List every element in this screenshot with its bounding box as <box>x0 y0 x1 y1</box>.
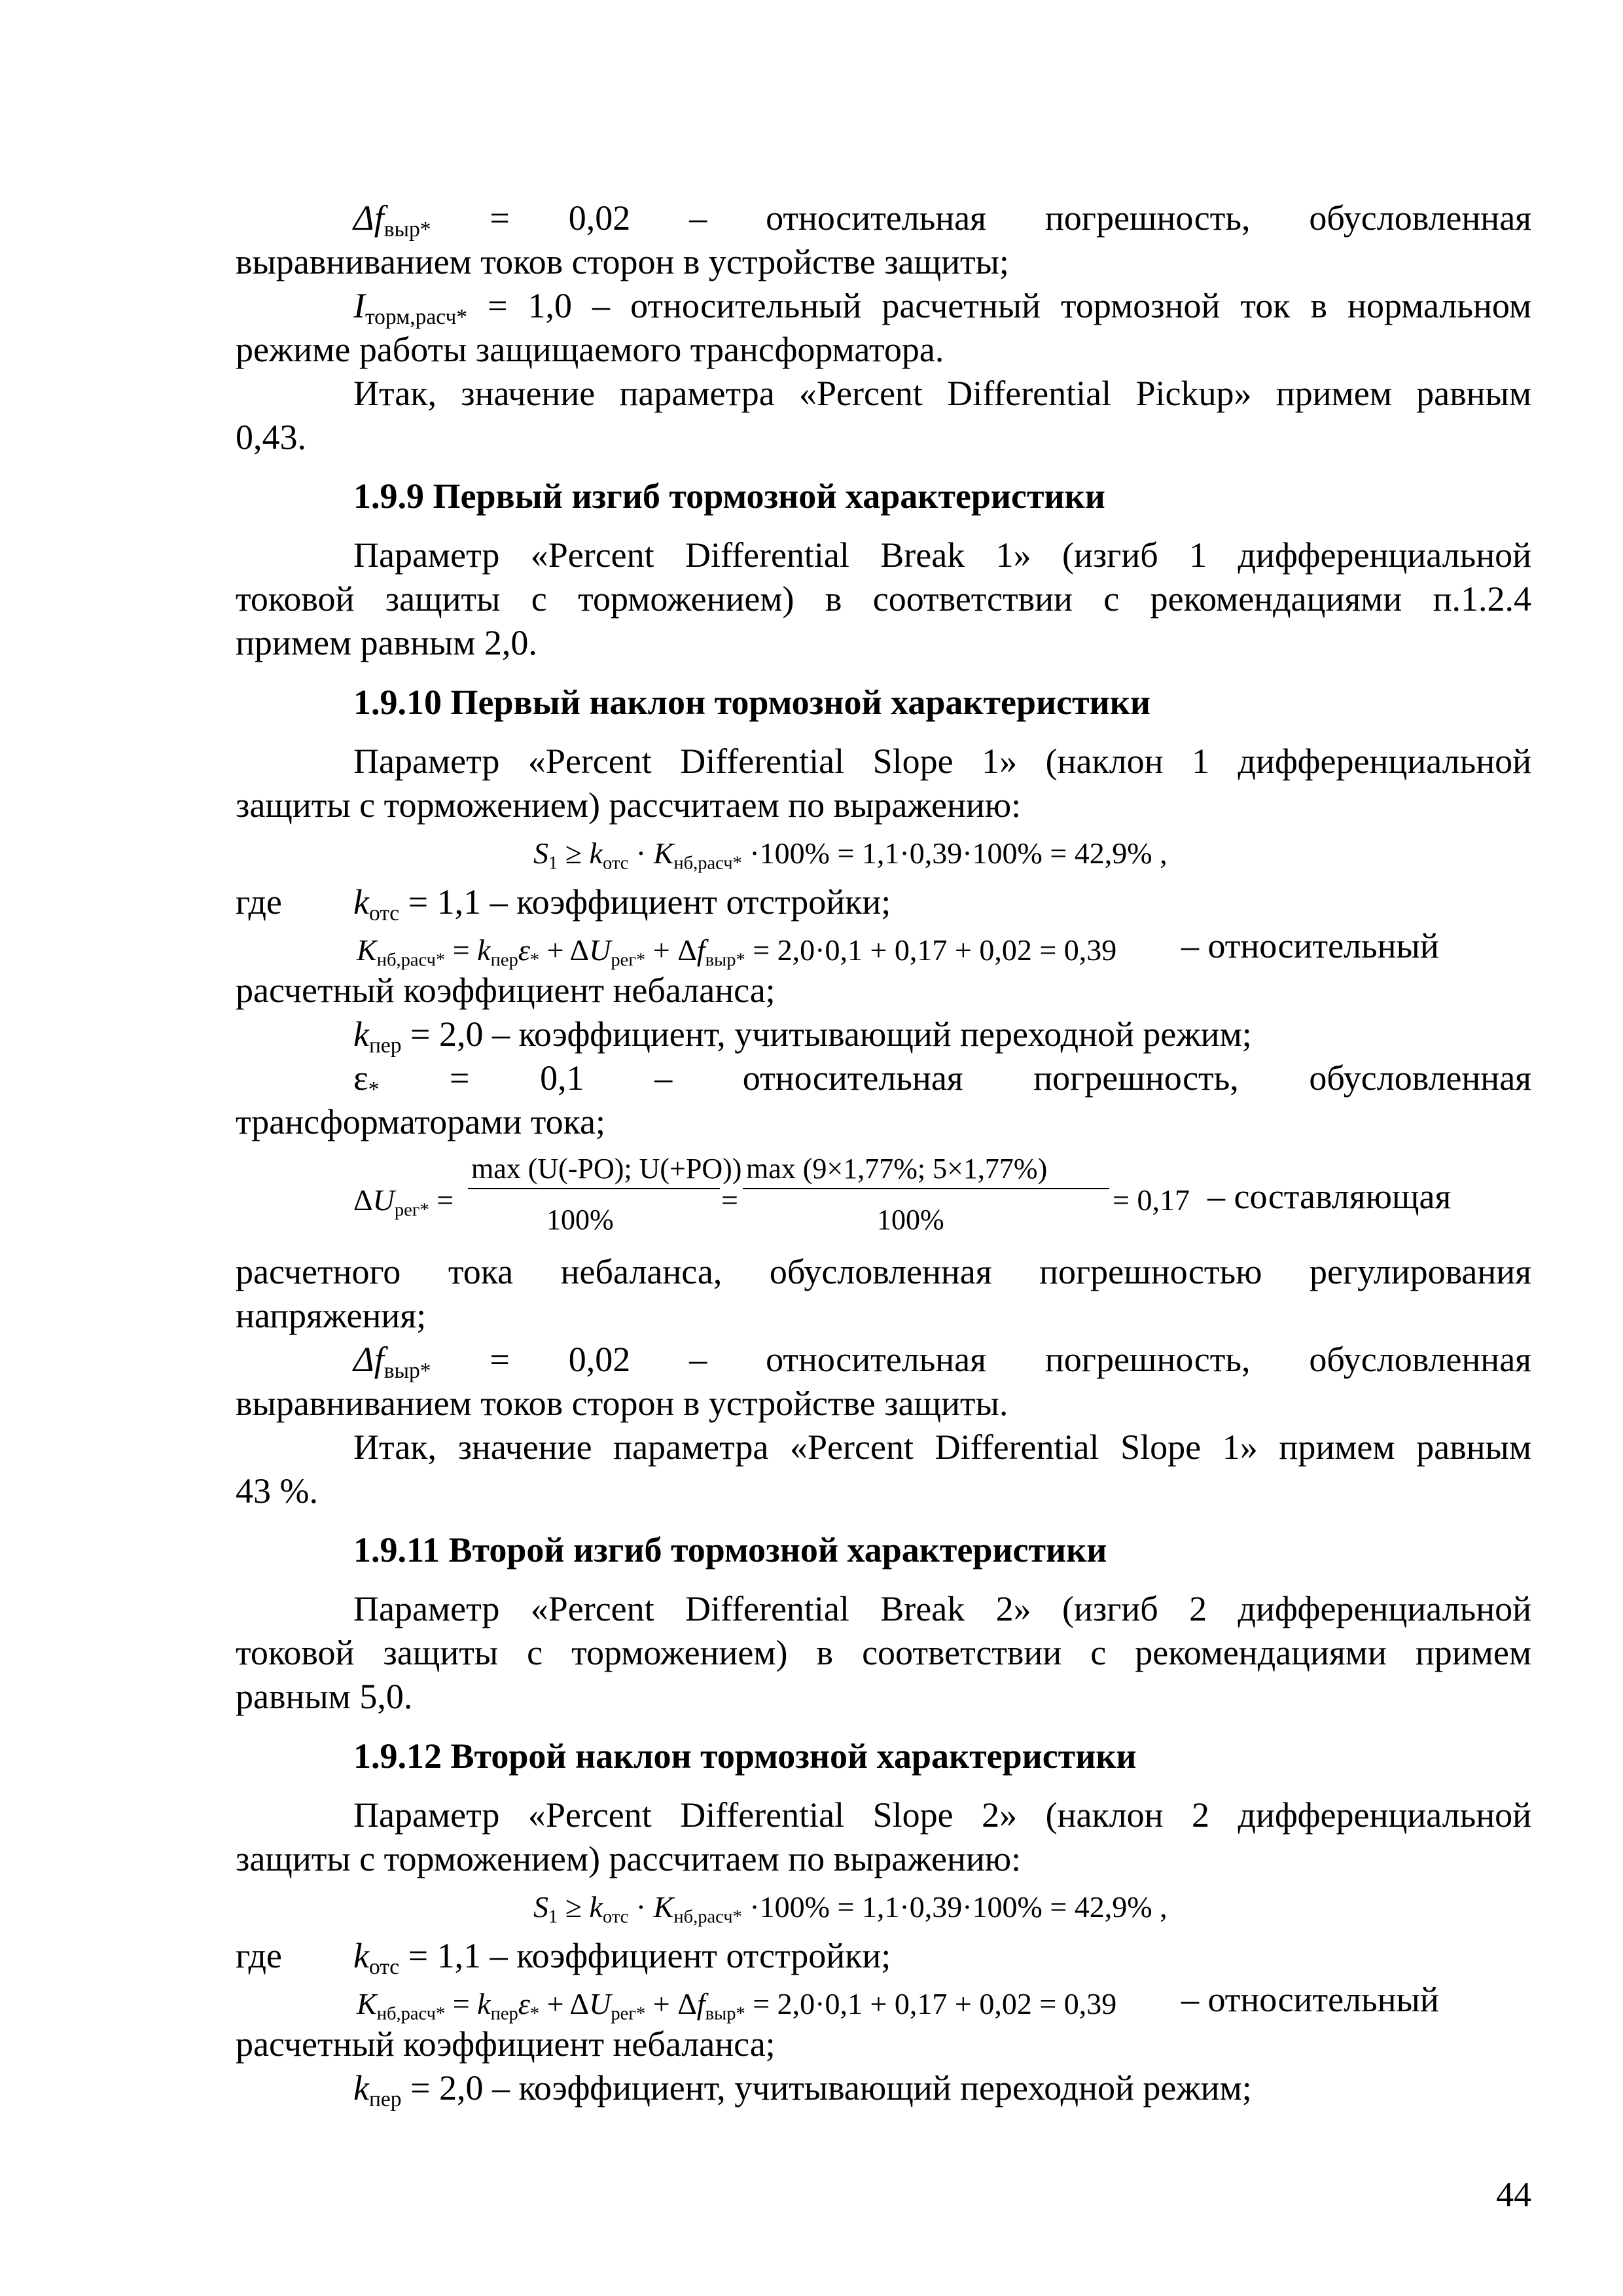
text-line: 0,43. <box>236 418 306 457</box>
formula: $K_{нб,расч*} = k_{пер}\varepsilon_* + \Delta U_{рег*} + \Delta f_{выр*} = 2,0\cdot 0,1 + 0,17 + 0,02 = 0,39$ <box>357 933 1117 971</box>
text-line: равным 5,0. <box>236 1677 413 1716</box>
text-line: $\Delta f_{выр*} = 0,02$ – относительная погрешность, обусловленная <box>353 1340 1532 1384</box>
text-line: $k_{пер} = 2,0$ – коэффициент, учитывающий переходной режим; <box>353 2068 1252 2112</box>
text-line: – относительный <box>1181 926 1439 965</box>
fraction-bar <box>743 1188 1109 1189</box>
text-line: напряжения; <box>236 1296 427 1335</box>
text-line: расчетный коэффициент небаланса; <box>236 971 776 1010</box>
text-line: выравниванием токов сторон в устройстве защиты. <box>236 1384 1008 1423</box>
text-line: 43 %. <box>236 1471 318 1511</box>
text-line: $I_{торм,расч*} = 1,0$ – относительный расчетный тормозной ток в нормальном <box>353 286 1531 330</box>
where-label: где <box>236 1936 282 1975</box>
formula: $S_1 \ge k_{отс} \cdot K_{нб,расч*} \cdot 100\% = 1,1\cdot 0,39\cdot 100\% = 42,9\%$ , <box>533 836 1168 874</box>
fraction-numerator: max (U(-PO); U(+PO)) <box>471 1153 742 1185</box>
text-line: режиме работы защищаемого трансформатора. <box>236 330 944 369</box>
text-line: расчетного тока небаланса, обусловленная погрешностью регулирования <box>236 1252 1531 1291</box>
fraction-denominator: 100% <box>877 1204 944 1236</box>
section-heading: 1.9.10 Первый наклон тормозной характеристики <box>353 683 1151 722</box>
text-line: трансформаторами тока; <box>236 1102 605 1141</box>
text-line: Итак, значение параметра «Percent Differential Slope 1» примем равным <box>353 1427 1531 1467</box>
formula: $K_{нб,расч*} = k_{пер}\varepsilon_* + \Delta U_{рег*} + \Delta f_{выр*} = 2,0\cdot 0,1 + 0,17 + 0,02 = 0,39$ <box>357 1987 1117 2024</box>
text-line: – относительный <box>1181 1980 1439 2019</box>
page-number: 44 <box>1496 2175 1531 2214</box>
section-heading: 1.9.11 Второй изгиб тормозной характеристики <box>353 1530 1107 1570</box>
section-heading: 1.9.9 Первый изгиб тормозной характеристики <box>353 476 1105 516</box>
formula-result: = 0,17 <box>1113 1183 1190 1217</box>
text-line: $k_{отс} = 1,1$ – коэффициент отстройки; <box>353 1936 891 1980</box>
text-line: защиты с торможением) рассчитаем по выражению: <box>236 1839 1022 1878</box>
text-line: Параметр «Percent Differential Slope 2» (наклон 2 дифференциальной <box>353 1795 1531 1835</box>
formula: $S_1 \ge k_{отс} \cdot K_{нб,расч*} \cdot 100\% = 1,1\cdot 0,39\cdot 100\% = 42,9\%$ , <box>533 1890 1168 1928</box>
where-label: где <box>236 882 282 922</box>
text-line: $\Delta f_{выр*} = 0,02$ – относительная погрешность, обусловленная <box>353 198 1532 242</box>
text-line: токовой защиты с торможением) в соответствии с рекомендациями п.1.2.4 <box>236 579 1531 619</box>
formula-lhs: $\Delta U_{рег*}$ = <box>353 1183 454 1221</box>
text-line: защиты с торможением) рассчитаем по выражению: <box>236 785 1022 825</box>
text-line: расчетный коэффициент небаланса; <box>236 2024 776 2064</box>
text-line: $k_{отс} = 1,1$ – коэффициент отстройки; <box>353 882 891 926</box>
fraction-bar <box>468 1188 720 1189</box>
text-line: Итак, значение параметра «Percent Differential Pickup» примем равным <box>353 374 1531 413</box>
equals-sign: = <box>721 1183 738 1217</box>
text-line: – составляющая <box>1207 1177 1452 1216</box>
text-line: выравниванием токов сторон в устройстве защиты; <box>236 242 1009 281</box>
text-line: примем равным 2,0. <box>236 623 537 662</box>
text-line: Параметр «Percent Differential Break 1» (изгиб 1 дифференциальной <box>353 535 1531 575</box>
section-heading: 1.9.12 Второй наклон тормозной характеристики <box>353 1736 1137 1776</box>
text-line: $\varepsilon_* = 0,1$ – относительная погрешность, обусловленная <box>353 1058 1532 1102</box>
fraction-numerator: max (9×1,77%; 5×1,77%) <box>746 1153 1048 1185</box>
text-line: $k_{пер} = 2,0$ – коэффициент, учитывающий переходной режим; <box>353 1014 1252 1058</box>
text-line: Параметр «Percent Differential Break 2» (изгиб 2 дифференциальной <box>353 1589 1531 1628</box>
text-line: токовой защиты с торможением) в соответствии с рекомендациями примем <box>236 1633 1531 1672</box>
text-line: Параметр «Percent Differential Slope 1» (наклон 1 дифференциальной <box>353 742 1531 781</box>
fraction-denominator: 100% <box>546 1204 614 1236</box>
